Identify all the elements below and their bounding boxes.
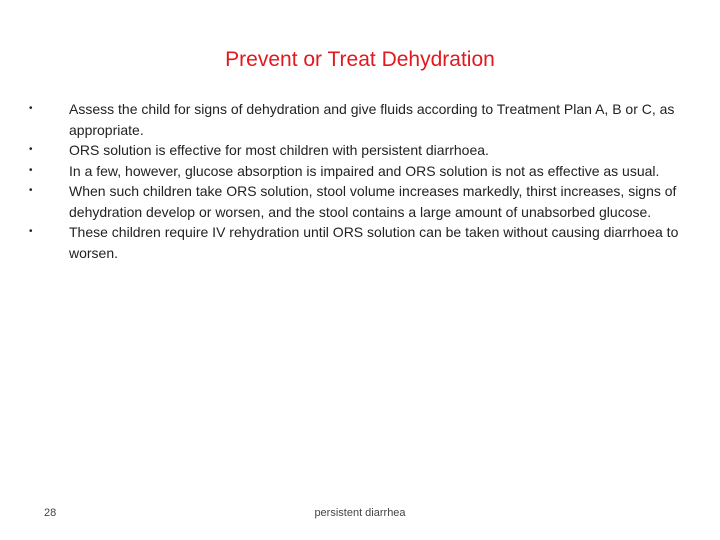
- bullet-item: [28, 222, 688, 263]
- bullet-dot-icon: •: [29, 164, 33, 176]
- bullet-item: [28, 140, 688, 161]
- bullet-dot-icon: •: [29, 103, 33, 114]
- bullet-text: When such children take ORS solution, stool volume increases markedly, thirst increases, signs of dehydration develop or worsen, and the stool contains a large amount of unabsorbed glucose.: [69, 183, 677, 220]
- bullet-dot-icon: •: [29, 226, 33, 237]
- footer-text: persistent diarrhea: [314, 507, 406, 519]
- bullet-text: Assess the child for signs of dehydration and give fluids according to Treatment Plan A, B or C, as appropriate.: [69, 101, 675, 138]
- bullet-dot-icon: •: [29, 185, 33, 196]
- bullet-item: [28, 99, 688, 140]
- page-number: 28: [44, 507, 57, 519]
- bullet-text: These children require IV rehydration until ORS solution can be taken without causing diarrhoea to worsen.: [69, 224, 679, 261]
- bullet-list: [28, 99, 688, 263]
- bullet-dot-icon: •: [29, 144, 33, 155]
- bullet-text: In a few, however, glucose absorption is impaired and ORS solution is not as effective as usual.: [69, 162, 660, 179]
- bullet-item: [28, 161, 688, 182]
- slide-title: Prevent or Treat Dehydration: [225, 48, 495, 71]
- bullet-item: [28, 181, 688, 222]
- bullet-text: ORS solution is effective for most children with persistent diarrhoea.: [69, 142, 489, 158]
